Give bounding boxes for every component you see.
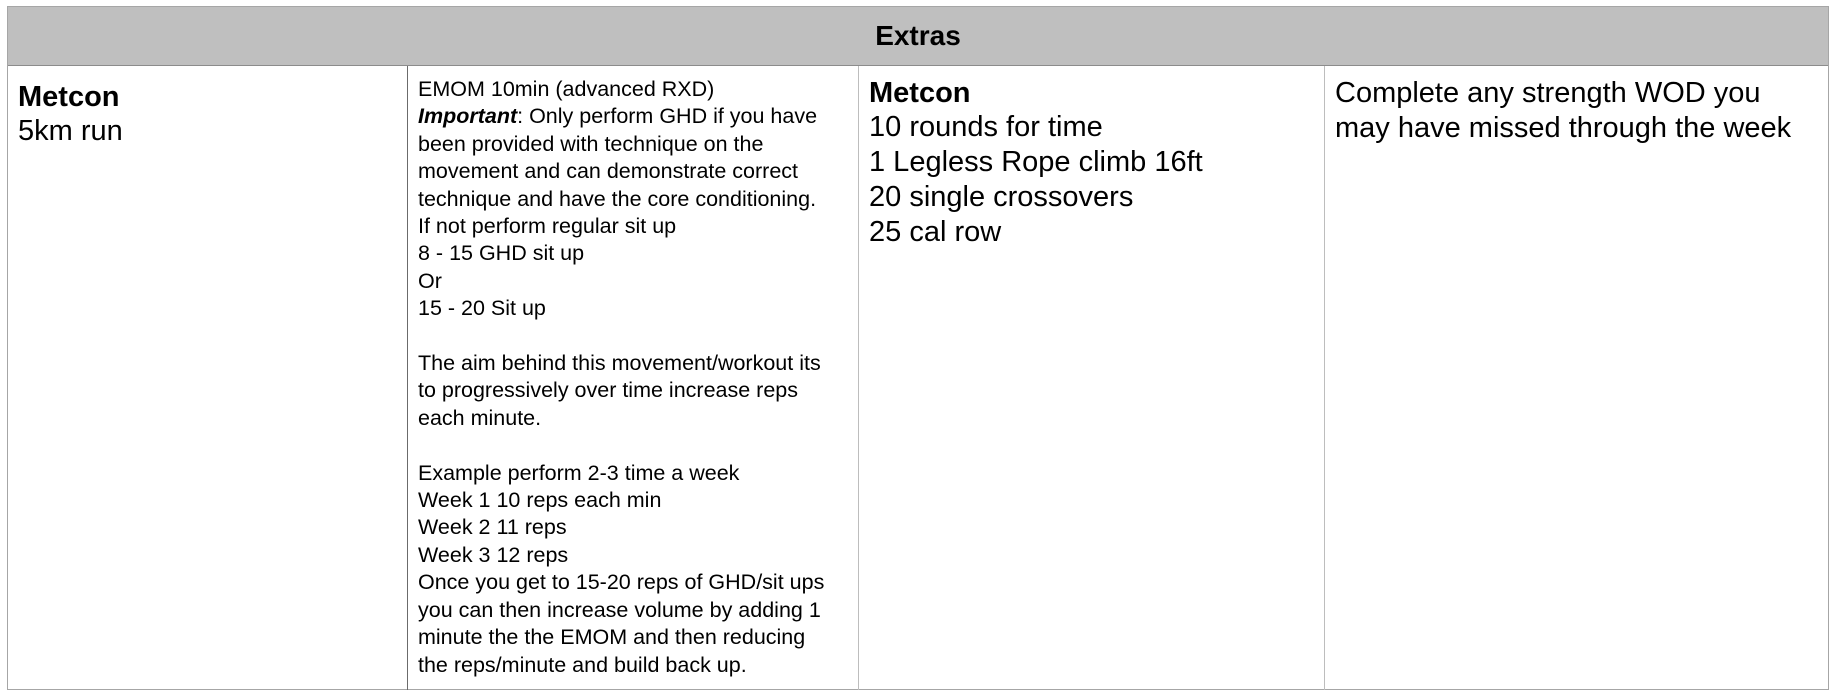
important-line	[418, 103, 858, 130]
cell-line: Once you get to 15-20 reps of GHD/sit ups	[418, 570, 825, 595]
cell-line: Week 1 10 reps each min	[418, 488, 662, 513]
cell-line: 10 rounds for time	[869, 111, 1103, 143]
section-title: Extras	[875, 20, 961, 51]
cell-line: you can then increase volume by adding 1	[418, 597, 821, 622]
cell-line: 15 - 20 Sit up	[418, 296, 546, 321]
important-label: Important	[418, 104, 518, 129]
cell-line: If not perform regular sit up	[418, 214, 677, 239]
spacer	[418, 432, 858, 459]
cell-line: The aim behind this movement/workout its	[418, 351, 821, 376]
cell-line: each minute.	[418, 405, 542, 430]
spacer	[418, 323, 858, 350]
table-row	[8, 66, 1828, 690]
cell-strength-note[interactable]	[1325, 66, 1828, 690]
cell-line: may have missed through the week	[1335, 112, 1792, 144]
cell-line: Week 3 12 reps	[418, 542, 569, 567]
cell-line: EMOM 10min (advanced RXD)	[418, 77, 715, 101]
cell-line: technique and have the core conditioning.	[418, 186, 817, 211]
cell-line: been provided with technique on the	[418, 131, 764, 156]
cell-line: 5km run	[18, 115, 123, 147]
cell-line: Week 2 11 reps	[418, 515, 567, 540]
cell-metcon-run[interactable]	[8, 66, 408, 690]
cell-line: 25 cal row	[869, 216, 1002, 248]
cell-line: 1 Legless Rope climb 16ft	[869, 146, 1203, 178]
cell-line: Or	[418, 268, 442, 293]
cell-line: movement and can demonstrate correct	[418, 159, 799, 184]
cell-line: to progressively over time increase reps	[418, 378, 798, 403]
cell-title: Metcon	[18, 81, 120, 113]
cell-title: Metcon	[869, 77, 971, 109]
cell-line: Complete any strength WOD you	[1335, 77, 1761, 109]
cell-line: Example perform 2-3 time a week	[418, 460, 740, 485]
cell-emom-notes[interactable]	[408, 66, 859, 690]
cell-line: 8 - 15 GHD sit up	[418, 241, 585, 266]
cell-line: 20 single crossovers	[869, 181, 1134, 213]
cell-line: the reps/minute and build back up.	[418, 652, 747, 677]
cell-line: minute the the EMOM and then reducing	[418, 625, 806, 650]
cell-metcon-rounds[interactable]	[859, 66, 1325, 690]
important-text: : Only perform GHD if you have	[517, 104, 818, 129]
section-header	[8, 7, 1828, 66]
schedule-table	[7, 6, 1829, 690]
